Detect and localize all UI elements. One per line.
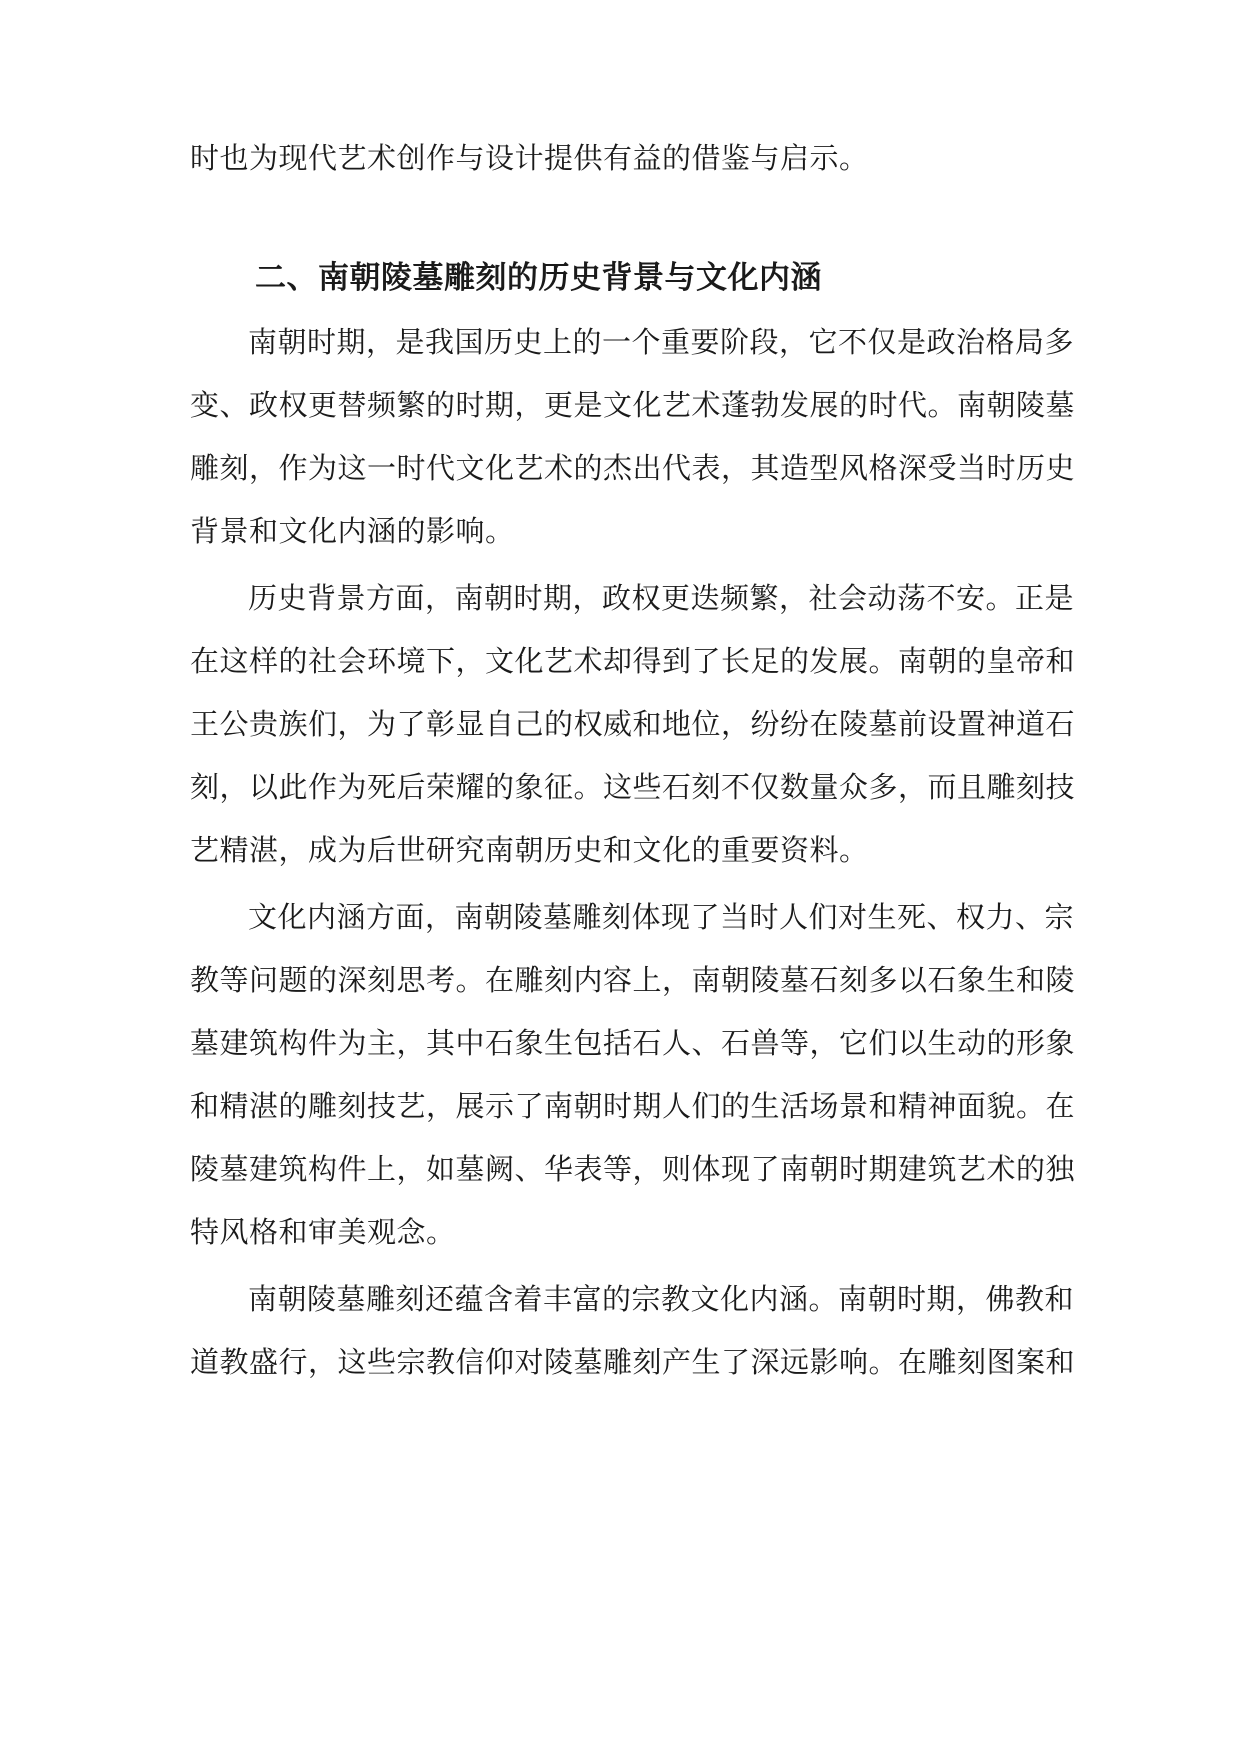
- text-line: 雕刻，作为这一时代文化艺术的杰出代表，其造型风格深受当时历史: [190, 451, 1076, 485]
- text-line: 在这样的社会环境下，文化艺术却得到了长足的发展。南朝的皇帝和: [190, 644, 1076, 678]
- text-line: 时也为现代艺术创作与设计提供有益的借鉴与启示。: [190, 141, 869, 175]
- text-line: 教等问题的深刻思考。在雕刻内容上，南朝陵墓石刻多以石象生和陵: [190, 963, 1076, 997]
- text-line: 王公贵族们，为了彰显自己的权威和地位，纷纷在陵墓前设置神道石: [190, 707, 1076, 741]
- text-line: 和精湛的雕刻技艺，展示了南朝时期人们的生活场景和精神面貌。在: [190, 1089, 1076, 1123]
- text-line: 变、政权更替频繁的时期，更是文化艺术蓬勃发展的时代。南朝陵墓: [190, 388, 1076, 422]
- text-line: 特风格和审美观念。: [190, 1215, 456, 1249]
- text-line: 背景和文化内涵的影响。: [190, 514, 515, 548]
- text-line: 陵墓建筑构件上，如墓阙、华表等，则体现了南朝时期建筑艺术的独: [190, 1152, 1076, 1186]
- text-line: 历史背景方面，南朝时期，政权更迭频繁，社会动荡不安。正是: [248, 581, 1075, 615]
- text-line: 南朝时期，是我国历史上的一个重要阶段，它不仅是政治格局多: [248, 325, 1075, 359]
- text-line: 艺精湛，成为后世研究南朝历史和文化的重要资料。: [190, 833, 869, 867]
- text-line: 道教盛行，这些宗教信仰对陵墓雕刻产生了深远影响。在雕刻图案和: [190, 1345, 1076, 1379]
- text-line: 刻，以此作为死后荣耀的象征。这些石刻不仅数量众多，而且雕刻技: [190, 770, 1076, 804]
- text-line: 南朝陵墓雕刻还蕴含着丰富的宗教文化内涵。南朝时期，佛教和: [248, 1282, 1075, 1316]
- section-heading: 二、南朝陵墓雕刻的历史背景与文化内涵: [255, 260, 822, 296]
- text-line: 文化内涵方面，南朝陵墓雕刻体现了当时人们对生死、权力、宗: [248, 900, 1075, 934]
- text-line: 墓建筑构件为主，其中石象生包括石人、石兽等，它们以生动的形象: [190, 1026, 1076, 1060]
